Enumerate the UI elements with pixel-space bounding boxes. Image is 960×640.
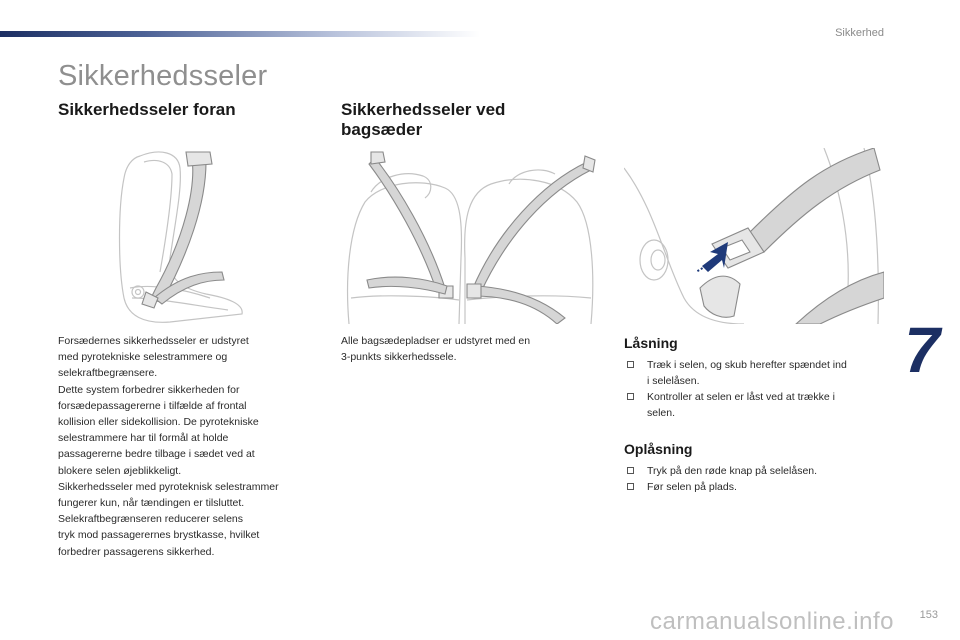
page-title: Sikkerhedsseler <box>58 60 268 92</box>
chapter-number: 7 <box>904 314 940 386</box>
buckle-illustration <box>624 148 884 324</box>
rear-seat-drawing <box>341 148 597 324</box>
rear-belts-text: Alle bagsædepladser er udstyret med en 3-punkts sikkerhedssele. <box>341 335 531 364</box>
rear-heading-line2: bagsæder <box>341 120 423 139</box>
front-seat-illustration <box>110 148 250 324</box>
unlocking-steps <box>624 463 894 495</box>
locking-heading: Låsning <box>624 335 678 351</box>
list-item: Træk i selen, og skub herefter spændet ind i selelåsen. <box>624 357 894 389</box>
locking-steps <box>624 357 894 421</box>
unlocking-heading: Oplåsning <box>624 441 693 457</box>
checkbox-bullet-icon <box>627 483 634 490</box>
rear-heading-line1: Sikkerhedsseler ved <box>341 100 506 119</box>
front-belts-heading: Sikkerhedsseler foran <box>58 100 236 119</box>
chapter-title: Sikkerhed <box>835 27 884 39</box>
watermark: carmanualsonline.info <box>650 608 894 635</box>
checkbox-bullet-icon <box>627 361 634 368</box>
checkbox-bullet-icon <box>627 467 634 474</box>
list-item: Før selen på plads. <box>624 479 894 495</box>
front-belts-text: Forsædernes sikkerhedsseler er udstyret med pyrotekniske selestrammere og selekraftbegrænsere. Dette system forbedrer sikkerheden for forsædepassagererne i tilfælde af frontal kollision eller sidekollision. De pyrotekniske selestrammere har til formål at holde passagererne bedre tilbage i sædet ved at blokere selen øjeblikkeligt. Sikkerhedsseler med pyroteknisk selestrammer fungerer kun, når tændingen er tilsluttet. Selekraftbegrænseren reducerer selens tryk mod passagerernes brystkasse, hvilket forbedrer passagerens sikkerhed. <box>58 335 279 558</box>
list-item: Tryk på den røde knap på selelåsen. <box>624 463 894 479</box>
list-item: Kontroller at selen er låst ved at trække i selen. <box>624 389 894 421</box>
checkbox-bullet-icon <box>627 393 634 400</box>
page-number: 153 <box>919 609 938 621</box>
buckle-drawing <box>624 148 884 324</box>
rear-seat-illustration <box>341 148 597 324</box>
header-stripe <box>0 31 480 37</box>
push-arrow-icon <box>696 242 728 272</box>
rear-belts-heading <box>341 100 581 140</box>
front-seat-drawing <box>110 148 250 324</box>
